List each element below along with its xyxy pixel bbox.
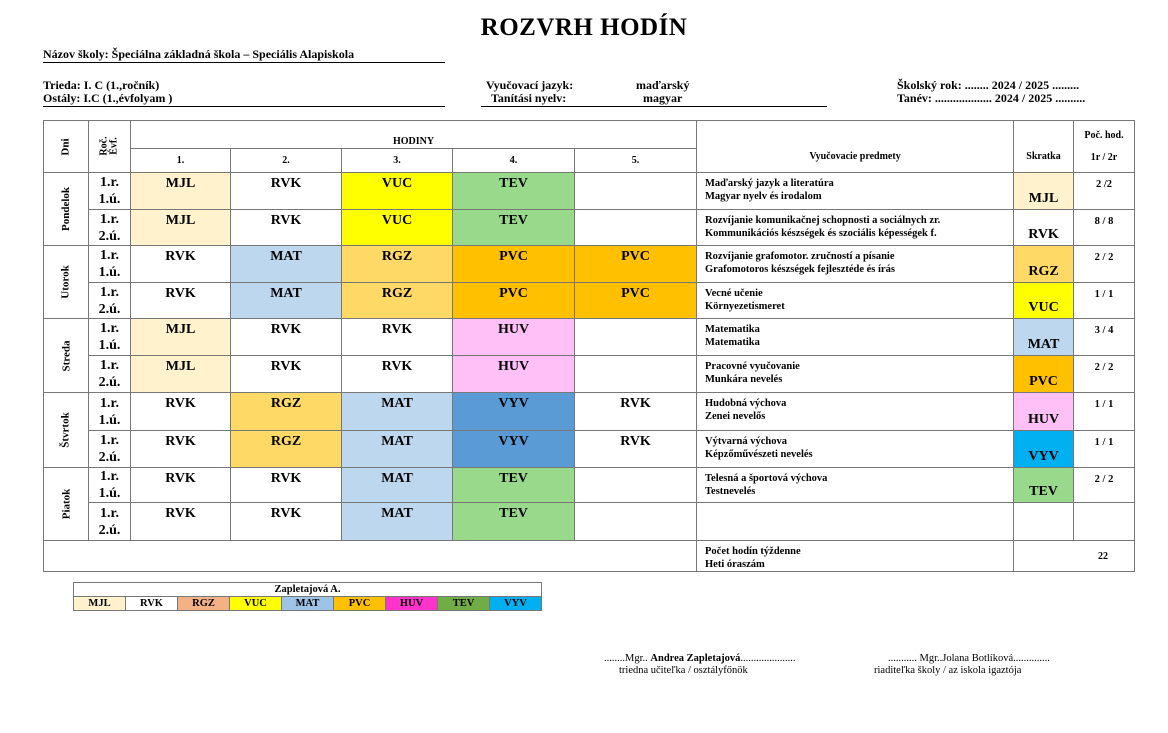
day-name: Piatok [60, 488, 72, 520]
total-blank [44, 541, 697, 572]
director-signature: ........... Mgr..Jolana Botlíková.............. [888, 653, 1050, 664]
subject-name [697, 393, 1014, 431]
subject-hours: 1 / 1 [1074, 393, 1135, 431]
timetable-row [44, 503, 1135, 541]
header-subjects: Vyučovacie predmety [697, 121, 1014, 173]
lesson-cell [575, 356, 697, 393]
timetable-row [44, 356, 1135, 393]
school-name: Názov školy: Špeciálna základná škola – Speciális Alapiskola [43, 47, 445, 63]
teacher-name: Andrea Zapletajová [650, 653, 741, 664]
header-hour-count-years: 1r / 2r [1090, 151, 1118, 163]
legend-teacher: Zapletajová A. [74, 583, 542, 597]
lesson-cell: RVK [231, 503, 342, 541]
day-name: Pondelok [60, 186, 73, 232]
lesson-cell: MAT [231, 246, 342, 283]
lesson-cell: MAT [342, 503, 453, 541]
subject-hours: 8 / 8 [1074, 210, 1135, 246]
total-label-sk: Počet hodín týždenne [705, 546, 801, 557]
lesson-cell: TEV [453, 173, 575, 210]
lesson-cell: MAT [342, 393, 453, 431]
subject-abbreviation: RGZ [1014, 246, 1074, 283]
subject-empty [697, 503, 1014, 541]
subject-name [697, 283, 1014, 319]
day-name: Utorok [60, 265, 73, 299]
language-sk-label: Vyučovací jazyk: [486, 78, 574, 92]
grade-cell [89, 173, 131, 210]
subject-name [697, 173, 1014, 210]
legend-item: MAT [282, 597, 334, 611]
timetable-row [44, 468, 1135, 503]
header-hour-count-label: Poč. hod. [1084, 129, 1124, 141]
subject-name [697, 210, 1014, 246]
lesson-cell: RVK [131, 283, 231, 319]
teacher-role: triedna učiteľka / osztályfőnök [619, 665, 748, 676]
subject-hours: 2 / 2 [1074, 468, 1135, 503]
header-abbreviation: Skratka [1014, 121, 1074, 173]
grade-group: 2.ú. [98, 228, 121, 244]
lesson-cell: PVC [453, 246, 575, 283]
subject-name-hu: Kommunikációs készségek és szociális képességek f. [705, 228, 937, 239]
lesson-cell: VYV [453, 431, 575, 468]
grade-year: 1.r. [100, 358, 119, 373]
lesson-cell: RGZ [342, 283, 453, 319]
lesson-cell [575, 319, 697, 356]
language-hu-label: Tanítási nyelv: [491, 91, 567, 105]
grade-group: 2.ú. [98, 301, 121, 317]
subject-name-sk: Pracovné vyučovanie [705, 361, 800, 372]
subject-name-sk: Rozvíjanie komunikačnej schopnosti a sociálnych zr. [705, 215, 941, 226]
subject-abbreviation: MJL [1014, 173, 1074, 210]
lesson-cell: RVK [131, 431, 231, 468]
legend-item: VYV [490, 597, 542, 611]
lesson-cell: RVK [575, 431, 697, 468]
grade-cell [89, 319, 131, 356]
subject-abbreviation: TEV [1014, 468, 1074, 503]
lesson-cell: MJL [131, 356, 231, 393]
subject-name-hu: Képzőművészeti nevelés [705, 449, 813, 460]
period-header: 3. [342, 149, 453, 173]
lesson-cell: RVK [231, 356, 342, 393]
subject-hours: 1 / 1 [1074, 431, 1135, 468]
lesson-cell: MJL [131, 319, 231, 356]
timetable-row [44, 319, 1135, 356]
day-name: Streda [60, 340, 72, 371]
legend-item: PVC [334, 597, 386, 611]
grade-cell [89, 246, 131, 283]
grade-cell [89, 283, 131, 319]
lesson-cell: RVK [231, 210, 342, 246]
subject-name-sk: Telesná a športová výchova [705, 473, 828, 484]
period-header: 1. [131, 149, 231, 173]
subject-abbreviation: VYV [1014, 431, 1074, 468]
day-name: Štvrtok [60, 412, 73, 448]
lesson-cell: MAT [231, 283, 342, 319]
lesson-cell [575, 468, 697, 503]
lesson-cell: RVK [231, 468, 342, 503]
legend-item: VUC [230, 597, 282, 611]
lesson-cell: RGZ [342, 246, 453, 283]
subject-abbreviation: RVK [1014, 210, 1074, 246]
lesson-cell: RVK [231, 173, 342, 210]
subject-name-sk: Matematika [705, 324, 760, 335]
subject-name [697, 356, 1014, 393]
subject-name-hu: Matematika [705, 337, 760, 348]
lesson-cell: TEV [453, 210, 575, 246]
lesson-cell: HUV [453, 356, 575, 393]
lesson-cell: MAT [342, 468, 453, 503]
lesson-cell: MJL [131, 173, 231, 210]
subject-abbreviation: HUV [1014, 393, 1074, 431]
subject-name-sk: Výtvarná výchova [705, 436, 787, 447]
grade-year: 1.r. [100, 211, 119, 227]
subject-name [697, 468, 1014, 503]
subject-hours: 1 / 1 [1074, 283, 1135, 319]
total-row [44, 541, 1135, 572]
subject-hours: 3 / 4 [1074, 319, 1135, 356]
lesson-cell: RVK [575, 393, 697, 431]
lesson-cell: RVK [342, 356, 453, 393]
language-hu-value: magyar [643, 91, 683, 105]
lesson-cell: RVK [131, 468, 231, 503]
lesson-cell: PVC [575, 246, 697, 283]
lesson-cell: MJL [131, 210, 231, 246]
header-grade [89, 121, 131, 173]
day-cell [44, 468, 89, 541]
subject-name-hu: Grafomotoros készségek fejlesztéde és írás [705, 264, 895, 275]
total-value: 22 [1014, 541, 1135, 572]
lesson-cell: RVK [342, 319, 453, 356]
lesson-cell [575, 173, 697, 210]
grade-group: 1.ú. [98, 192, 121, 207]
hours-empty [1074, 503, 1135, 541]
grade-year: 1.r. [100, 395, 119, 411]
lesson-cell [575, 210, 697, 246]
timetable-row [44, 173, 1135, 210]
subject-abbreviation: PVC [1014, 356, 1074, 393]
subject-name-sk: Hudobná výchova [705, 398, 787, 409]
subject-name-sk: Vecné učenie [705, 288, 763, 299]
header-hours: HODINY [131, 121, 697, 149]
day-cell [44, 319, 89, 393]
header-days: Dni [44, 121, 89, 173]
lesson-cell: RVK [231, 319, 342, 356]
grade-group: 2.ú. [98, 522, 121, 538]
day-cell [44, 173, 89, 246]
legend-item: HUV [386, 597, 438, 611]
language-sk-value: maďarský [636, 78, 690, 92]
class-sk: Trieda: I. C (1.,ročník) [43, 78, 160, 92]
timetable-row [44, 393, 1135, 431]
subject-name-hu: Magyar nyelv és irodalom [705, 191, 822, 202]
color-legend [73, 582, 542, 611]
legend-item: RVK [126, 597, 178, 611]
timetable [43, 120, 1135, 572]
legend-item: TEV [438, 597, 490, 611]
lesson-cell: RVK [131, 246, 231, 283]
class-hu: Ostály: I.C (1.,évfolyam ) [43, 91, 445, 107]
subject-hours: 2 / 2 [1074, 356, 1135, 393]
grade-year: 1.r. [100, 433, 119, 448]
header-grade-hu: Évf. [108, 136, 120, 155]
grade-cell [89, 431, 131, 468]
subject-name [697, 319, 1014, 356]
grade-group: 1.ú. [98, 412, 121, 428]
header-grade-sk: Roč. [98, 135, 110, 156]
grade-group: 2.ú. [98, 450, 121, 465]
language-hu-row [481, 91, 827, 107]
grade-cell [89, 503, 131, 541]
legend-item: RGZ [178, 597, 230, 611]
lesson-cell: RVK [131, 393, 231, 431]
grade-group: 2.ú. [98, 375, 121, 390]
day-cell [44, 246, 89, 319]
legend-item: MJL [74, 597, 126, 611]
subject-name [697, 246, 1014, 283]
subject-name-hu: Munkára nevelés [705, 374, 783, 385]
grade-year: 1.r. [100, 248, 119, 263]
grade-year: 1.r. [100, 175, 119, 190]
timetable-row [44, 283, 1135, 319]
lesson-cell: RGZ [231, 393, 342, 431]
subject-hours: 2 / 2 [1074, 246, 1135, 283]
day-cell [44, 393, 89, 468]
header-hour-count [1074, 121, 1135, 173]
lesson-cell: PVC [575, 283, 697, 319]
grade-cell [89, 210, 131, 246]
grade-group: 1.ú. [98, 338, 121, 353]
lesson-cell: VUC [342, 210, 453, 246]
grade-cell [89, 356, 131, 393]
lesson-cell [575, 503, 697, 541]
grade-year: 1.r. [100, 284, 119, 300]
director-role: riaditeľka školy / az iskola igaztója [874, 665, 1022, 676]
grade-cell [89, 393, 131, 431]
subject-abbreviation: MAT [1014, 319, 1074, 356]
lesson-cell: RGZ [231, 431, 342, 468]
subject-name-hu: Zenei nevelős [705, 411, 766, 422]
total-label [697, 541, 1014, 572]
page-title: ROZVRH HODÍN [480, 14, 688, 41]
period-header: 2. [231, 149, 342, 173]
subject-name-hu: Testnevelés [705, 486, 756, 497]
lesson-cell: HUV [453, 319, 575, 356]
abbreviation-empty [1014, 503, 1074, 541]
subject-name [697, 431, 1014, 468]
subject-name-sk: Maďarský jazyk a literatúra [705, 178, 834, 189]
period-header: 4. [453, 149, 575, 173]
timetable-row [44, 210, 1135, 246]
grade-year: 1.r. [100, 469, 119, 484]
lesson-cell: MAT [342, 431, 453, 468]
subject-hours: 2 /2 [1074, 173, 1135, 210]
timetable-row [44, 246, 1135, 283]
total-label-hu: Heti óraszám [705, 559, 765, 570]
lesson-cell: VUC [342, 173, 453, 210]
school-year-sk: Školský rok: ........ 2024 / 2025 ......... [897, 78, 1080, 92]
grade-year: 1.r. [100, 321, 119, 336]
subject-name-sk: Rozvíjanie grafomotor. zručností a písanie [705, 251, 895, 262]
grade-group: 1.ú. [98, 486, 121, 501]
subject-abbreviation: VUC [1014, 283, 1074, 319]
grade-cell [89, 468, 131, 503]
period-header: 5. [575, 149, 697, 173]
teacher-signature: ........Mgr.. Andrea Zapletajová..................... [604, 653, 796, 664]
lesson-cell: PVC [453, 283, 575, 319]
grade-year: 1.r. [100, 505, 119, 521]
lesson-cell: TEV [453, 468, 575, 503]
lesson-cell: VYV [453, 393, 575, 431]
lesson-cell: TEV [453, 503, 575, 541]
school-year-hu: Tanév: ................... 2024 / 2025 .......... [897, 91, 1086, 105]
timetable-row [44, 431, 1135, 468]
lesson-cell: RVK [131, 503, 231, 541]
subject-name-hu: Környezetismeret [705, 301, 785, 312]
grade-group: 1.ú. [98, 265, 121, 280]
